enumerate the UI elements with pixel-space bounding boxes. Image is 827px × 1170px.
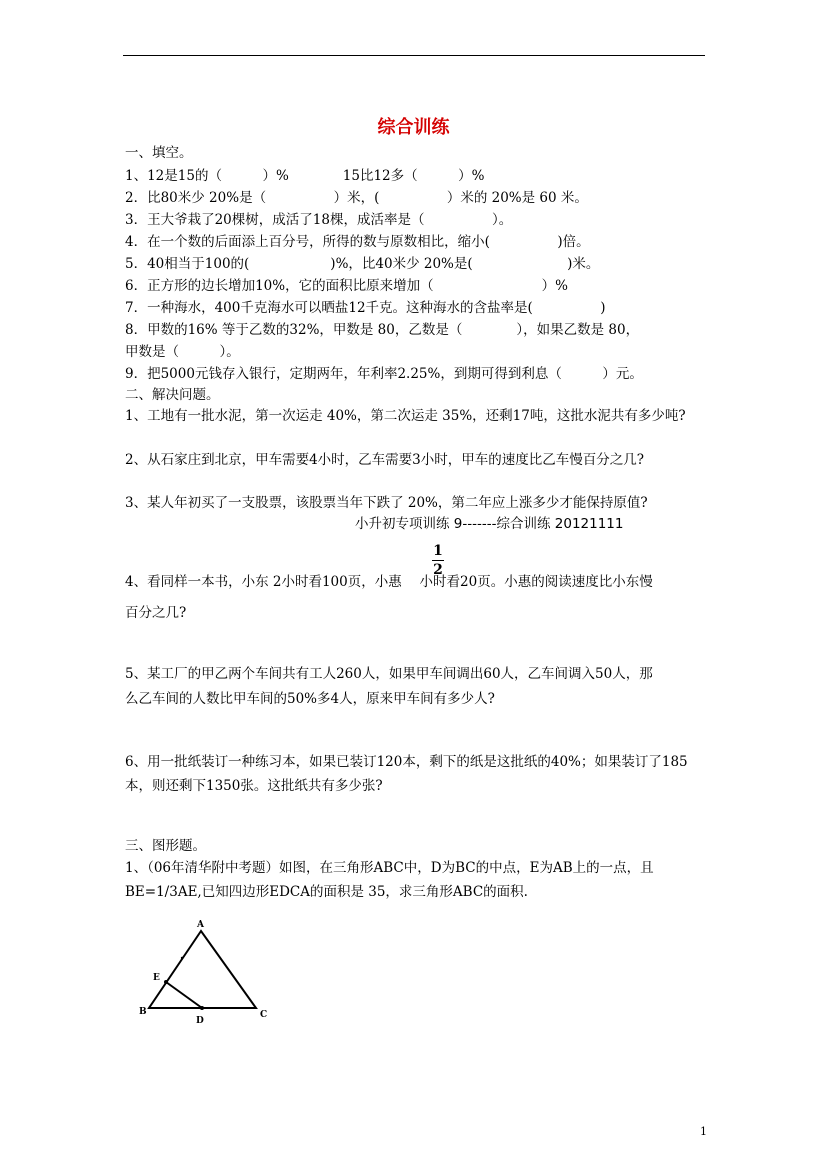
label-c: C [260, 1010, 268, 1020]
fill-item-8-cont: 甲数是（ ）。 [125, 344, 240, 360]
fraction-denominator: 2 [433, 562, 443, 578]
geometry-problem-1: 1、（06年清华附中考题）如图，在三角形ABC中，D为BC的中点，E为AB上的一点，且 [125, 860, 654, 876]
fraction-bar [432, 560, 444, 561]
fill-item-5: 5．40相当于100的( )%，比40米少 20%是( )米。 [125, 256, 600, 272]
problem-1: 1、工地有一批水泥，第一次运走 40%，第二次运走 35%，还剩17吨，这批水泥共有多少吨? [125, 408, 686, 424]
point-e [164, 980, 168, 984]
fill-item-4: 4．在一个数的后面添上百分号，所得的数与原数相比，缩小( )倍。 [125, 234, 590, 250]
segment-ed [166, 982, 202, 1008]
fill-item-6: 6．正方形的边长增加10%，它的面积比原来增加（ ）% [125, 278, 568, 294]
geometry-problem-1-cont: BE=1/3AE,已知四边形EDCA的面积是 35，求三角形ABC的面积. [125, 884, 528, 900]
fill-item-1: 1、12是15的（ ）% 15比12多（ ）% [125, 168, 485, 184]
problem-4: 4、看同样一本书，小东 2小时看100页，小惠 小时看20页。小惠的阅读速度比小东慢 [125, 574, 653, 590]
problem-3: 3、某人年初买了一支股票，该股票当年下跌了 20%，第二年应上涨多少才能保持原值? [125, 495, 648, 511]
problem-6: 6、用一批纸装订一种练习本，如果已装订120本，剩下的纸是这批纸的40%；如果装订了185 [125, 754, 688, 770]
triangle-figure [135, 915, 275, 1030]
problem-5: 5、某工厂的甲乙两个车间共有工人260人，如果甲车间调出60人，乙车间调入50人，那 [125, 666, 653, 682]
fill-item-9: 9．把5000元钱存入银行，定期两年，年利率2.25%，到期可得到利息（ ）元。 [125, 366, 643, 382]
fill-item-8: 8．甲数的16% 等于乙数的32%，甲数是 80，乙数是（ ），如果乙数是 80， [125, 322, 640, 338]
tick-mark [181, 957, 183, 959]
doc-subtitle: 小升初专项训练 9-------综合训练 20121111 [355, 516, 624, 532]
fill-item-7: 7．一种海水，400千克海水可以晒盐12千克。这种海水的含盐率是( ) [125, 300, 606, 316]
problem-5-cont: 么乙车间的人数比甲车间的50%多4人，原来甲车间有多少人? [125, 691, 495, 707]
fraction-numerator: 1 [433, 543, 443, 559]
point-d [200, 1006, 204, 1010]
problem-6-cont: 本，则还剩下1350张。这批纸共有多少张? [125, 778, 383, 794]
section2-heading: 二、解决问题。 [125, 387, 220, 403]
fill-item-3: 3．王大爷栽了20棵树，成活了18棵，成活率是（ ）。 [125, 212, 513, 228]
fill-item-2: 2．比80米少 20%是（ ）米，( ）米的 20%是 60 米。 [125, 190, 588, 206]
page-title: 综合训练 [377, 117, 450, 138]
problem-4-cont: 百分之几? [125, 605, 187, 621]
section1-heading: 一、填空。 [125, 145, 193, 161]
label-b: B [139, 1007, 147, 1017]
header-rule [123, 55, 705, 56]
problem-2: 2、从石家庄到北京，甲车需要4小时，乙车需要3小时，甲车的速度比乙车慢百分之几? [125, 452, 645, 468]
page-number: 1 [700, 1125, 707, 1138]
label-d: D [196, 1016, 204, 1026]
label-e: E [153, 973, 160, 983]
triangle-abc [149, 931, 256, 1008]
section3-heading: 三、图形题。 [125, 838, 206, 854]
label-a: A [197, 920, 204, 930]
